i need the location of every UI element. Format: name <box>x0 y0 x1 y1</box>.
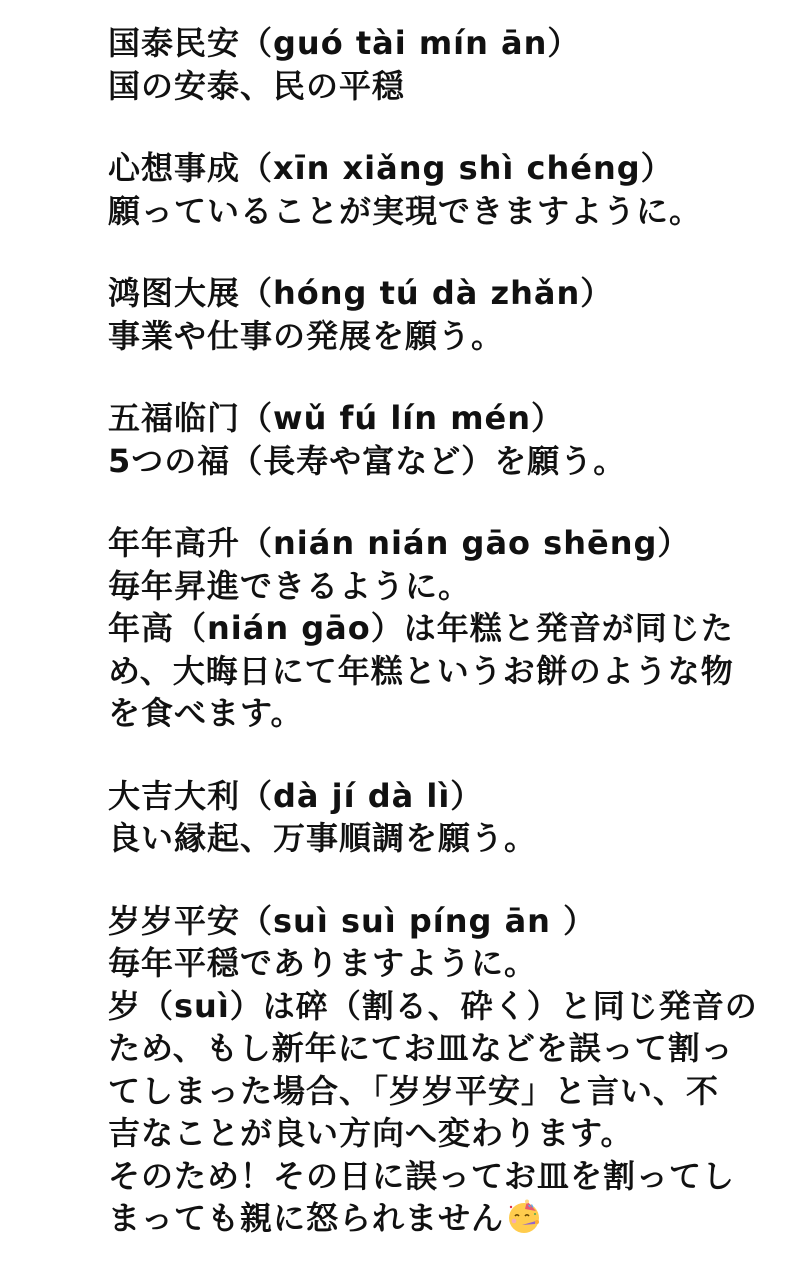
entry-heading: 国泰民安（guó tài mín ān） <box>108 24 581 62</box>
entry-heading: 五福临门（wǔ fú lín mén） <box>108 399 565 437</box>
entry-text-line: 良い縁起、万事順調を願う。 <box>108 819 538 857</box>
entry-text-line: 5つの福（長寿や富など）を願う。 <box>108 441 627 480</box>
entry-text-line: 国の安泰、民の平穏 <box>108 66 406 105</box>
entry-text-line: 吉なことが良い方向へ変わります。 <box>108 1114 634 1152</box>
entry-heading: 年年高升（nián nián gāo shēng） <box>108 524 691 562</box>
entry-text-line: め、大晦日にて年糕というお餅のような物 <box>108 651 734 690</box>
entry-text-line: てしまった場合、「岁岁平安」と言い、不 <box>108 1071 720 1110</box>
entry-text-line: そのため！その日に誤ってお皿を割ってし <box>108 1156 736 1195</box>
entry-suisui-pingan <box>108 900 788 1240</box>
entry-hongtu-dazhan <box>108 272 788 357</box>
entry-text-line: まっても親に怒られません <box>108 1199 505 1237</box>
entry-daji-dali <box>108 775 788 860</box>
entry-text-line: 年高（nián gāo）は年糕と発音が同じた <box>108 609 734 647</box>
entry-wufu-linmen <box>108 397 788 482</box>
entry-guotai-minan <box>108 22 788 107</box>
entry-final-line <box>108 1197 788 1240</box>
entry-xinxiang-shicheng <box>108 147 788 232</box>
entry-text-line: ため、もし新年にてお皿などを誤って割っ <box>108 1029 734 1067</box>
entry-text-line: 岁（suì）は碎（割る、砕く）と同じ発音の <box>108 986 758 1025</box>
entry-niannian-gaosheng <box>108 522 788 735</box>
entry-heading: 心想事成（xīn xiǎng shì chéng） <box>108 149 674 187</box>
entry-text-line: 毎年昇進できるように。 <box>108 566 472 605</box>
entry-heading: 鸿图大展（hóng tú dà zhǎn） <box>108 274 614 312</box>
entry-heading: 大吉大利（dà jí dà lì） <box>108 776 484 815</box>
entry-text-line: を食べます。 <box>108 694 304 732</box>
document-body <box>108 22 788 1280</box>
entry-text-line: 願っていることが実現できますように。 <box>108 191 703 230</box>
partying-face-icon <box>506 1199 542 1235</box>
entry-text-line: 事業や仕事の発展を願う。 <box>108 316 505 355</box>
entry-text-line: 毎年平穏でありますように。 <box>108 944 538 982</box>
entry-heading: 岁岁平安（suì suì píng ān ） <box>108 901 597 940</box>
